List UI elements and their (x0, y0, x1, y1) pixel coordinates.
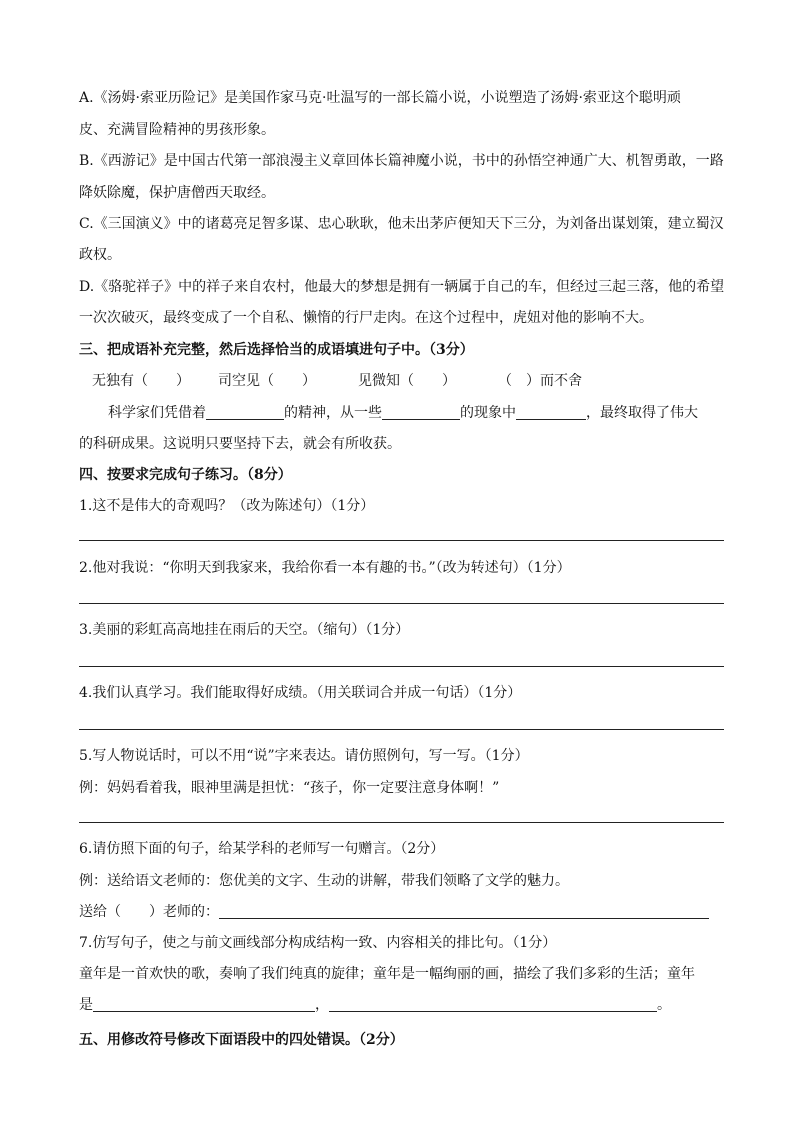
sentence-part-4: ，最终取得了伟大 (586, 405, 698, 421)
section-5-heading: 五、用修改符号修改下面语段中的四处错误。（2分） (79, 1032, 404, 1048)
question-2: 2.他对我说：“你明天到我家来，我给你看一本有趣的书。”（改为转述句）（1分） (79, 560, 571, 576)
sentence-part-3: 的现象中 (460, 405, 516, 421)
question-4: 4.我们认真学习。我们能取得好成绩。（用关联词合并成一句话）（1分） (79, 685, 522, 701)
option-c-line-1: C.《三国演义》中的诸葛亮足智多谋、忠心耿耿，他未出茅庐便知天下三分，为刘备出谋划策，建立蜀汉 (79, 216, 724, 232)
option-c-line-2: 政权。 (79, 247, 121, 263)
question-7-line-2 (79, 996, 724, 1014)
question-5: 5.写人物说话时，可以不用“说”字来表达。请仿照例句，写一写。（1分） (79, 748, 529, 764)
idiom-1[interactable]: 无独有（ ） (92, 373, 190, 389)
answer-line-1[interactable] (79, 540, 724, 541)
answer-line-5[interactable] (79, 822, 724, 823)
option-a-line-1: A.《汤姆·索亚历险记》是美国作家马克·吐温写的一部长篇小说，小说塑造了汤姆·索亚这个聪明顽 (79, 90, 681, 106)
section-4-heading: 四、按要求完成句子练习。（8分） (79, 467, 292, 483)
question-6-example: 例：送给语文老师的：您优美的文字、生动的讲解，带我们领略了文学的魅力。 (79, 873, 569, 889)
blank-3[interactable] (516, 405, 586, 420)
question-6-prompt (79, 903, 724, 921)
section-3-sentence-line-2: 的科研成果。这说明只要坚持下去，就会有所收获。 (79, 436, 401, 452)
option-b-line-2: 降妖除魔，保护唐僧西天取经。 (79, 185, 275, 201)
option-d-line-2: 一次次破灭，最终变成了一个自私、懒惰的行尸走肉。在这个过程中，虎妞对他的影响不大。 (79, 310, 653, 326)
section-3-sentence (108, 404, 724, 422)
option-b-line-1: B.《西游记》是中国古代第一部浪漫主义章回体长篇神魔小说，书中的孙悟空神通广大、机智勇敢，一路 (79, 153, 724, 169)
question-5-example: 例：妈妈看着我，眼神里满是担忧：“孩子，你一定要注意身体啊！” (79, 780, 500, 796)
idiom-3[interactable]: 见微知（ ） (358, 373, 456, 389)
blank-2[interactable] (382, 405, 460, 420)
idiom-4[interactable]: （ ）而不舍 (498, 373, 582, 389)
question-7-comma: ， (315, 997, 329, 1013)
answer-blank-7a[interactable] (93, 997, 315, 1012)
question-6-prompt-label: 送给（ ）老师的： (79, 904, 219, 920)
section-3-heading: 三、把成语补充完整，然后选择恰当的成语填进句子中。（3分） (79, 342, 474, 358)
question-7: 7.仿写句子，使之与前文画线部分构成结构一致、内容相关的排比句。（1分） (79, 935, 557, 951)
sentence-part-1: 科学家们凭借着 (108, 405, 206, 421)
question-7-end: 。 (657, 997, 671, 1013)
option-d-line-1: D.《骆驼祥子》中的祥子来自农村，他最大的梦想是拥有一辆属于自己的车，但经过三起三落，他的希望 (79, 279, 725, 295)
answer-line-3[interactable] (79, 666, 724, 667)
question-1: 1.这不是伟大的奇观吗？（改为陈述句）（1分） (79, 498, 375, 514)
sentence-part-2: 的精神，从一些 (284, 405, 382, 421)
idiom-2[interactable]: 司空见（ ） (218, 373, 316, 389)
answer-blank-7b[interactable] (329, 997, 657, 1012)
question-7-line-1: 童年是一首欢快的歌，奏响了我们纯真的旋律；童年是一幅绚丽的画，描绘了我们多彩的生活；童年 (79, 966, 695, 982)
answer-line-4[interactable] (79, 729, 724, 730)
answer-blank-6[interactable] (219, 904, 709, 919)
question-7-prefix: 是 (79, 997, 93, 1013)
option-a-line-2: 皮、充满冒险精神的男孩形象。 (79, 122, 275, 138)
answer-line-2[interactable] (79, 603, 724, 604)
question-3: 3.美丽的彩虹高高地挂在雨后的天空。（缩句）（1分） (79, 622, 410, 638)
question-6: 6.请仿照下面的句子，给某学科的老师写一句赠言。（2分） (79, 841, 445, 857)
blank-1[interactable] (206, 405, 284, 420)
